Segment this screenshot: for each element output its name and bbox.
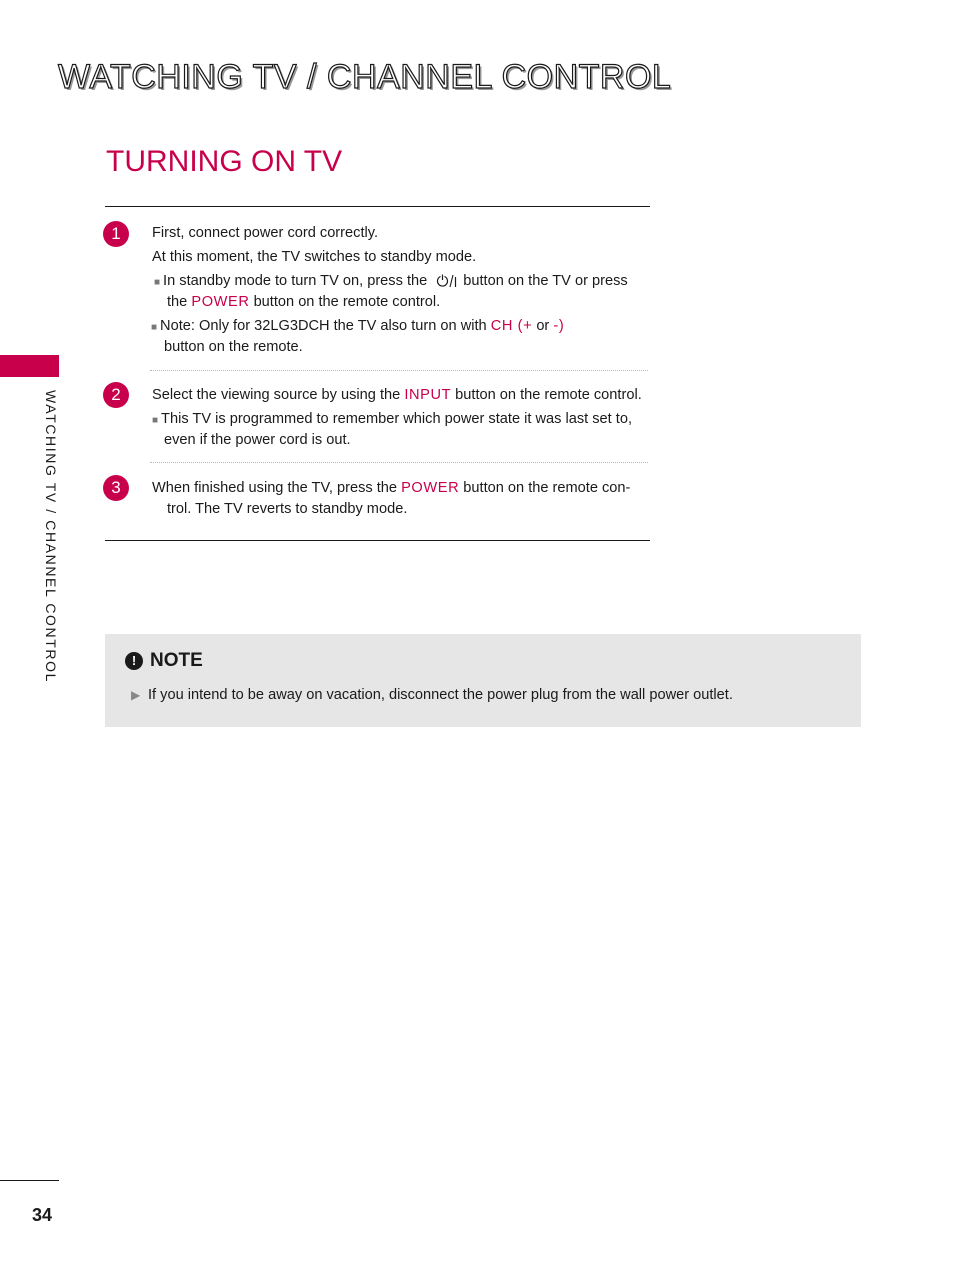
- input-keyword: INPUT: [404, 387, 452, 403]
- step-1-bullet-1-line-2: the POWER button on the remote control.: [167, 294, 441, 310]
- page-title: WATCHING TV / CHANNEL CONTROL: [58, 58, 672, 96]
- section-bottom-rule: [105, 540, 650, 541]
- step-1-bullet-1: ■ In standby mode to turn TV on, press the button on the TV or press: [154, 272, 628, 293]
- step-1-bullet-2: ■ Note: Only for 32LG3DCH the TV also turn on with CH (+ or -): [151, 318, 565, 334]
- side-tab-marker: [0, 355, 59, 377]
- note-box: [105, 634, 861, 727]
- step-3-badge: 3: [103, 475, 129, 501]
- step-divider: [150, 462, 648, 463]
- square-bullet-icon: ■: [151, 322, 158, 333]
- section-title: TURNING ON TV: [106, 145, 343, 178]
- power-standby-icon: [435, 274, 457, 293]
- power-keyword: POWER: [191, 294, 250, 310]
- square-bullet-icon: ■: [152, 415, 159, 426]
- step-1-line-2: At this moment, the TV switches to standby mode.: [152, 249, 477, 265]
- step-1-badge: 1: [103, 221, 129, 247]
- ch-plus-keyword: CH (+: [490, 318, 533, 334]
- step-divider: [150, 370, 648, 371]
- step-1-line-1: First, connect power cord correctly.: [152, 225, 379, 241]
- exclamation-icon: !: [125, 652, 143, 670]
- step-1-bullet-2-line-2: button on the remote.: [164, 339, 303, 355]
- section-top-rule: [105, 206, 650, 207]
- step-2-line-1: Select the viewing source by using the INPUT button on the remote control.: [152, 387, 642, 403]
- square-bullet-icon: ■: [154, 277, 161, 288]
- triangle-arrow-icon: ▶: [131, 688, 141, 702]
- note-text: If you intend to be away on vacation, disconnect the power plug from the wall power outlet.: [148, 687, 733, 703]
- step-3-line-2: trol. The TV reverts to standby mode.: [167, 501, 408, 517]
- step-2-badge: 2: [103, 382, 129, 408]
- ch-minus-keyword: -): [553, 318, 565, 334]
- step-3-line-1: When finished using the TV, press the POWER button on the remote con-: [152, 480, 631, 496]
- sidebar-chapter-label: WATCHING TV / CHANNEL CONTROL: [43, 390, 59, 683]
- step-2-bullet-1: ■ This TV is programmed to remember which power state it was last set to,: [152, 411, 633, 427]
- step-2-bullet-1-line-2: even if the power cord is out.: [164, 432, 351, 448]
- footer-rule: [0, 1180, 59, 1181]
- page-number: 34: [32, 1205, 53, 1225]
- power-keyword: POWER: [401, 480, 460, 496]
- note-heading: NOTE: [150, 650, 203, 671]
